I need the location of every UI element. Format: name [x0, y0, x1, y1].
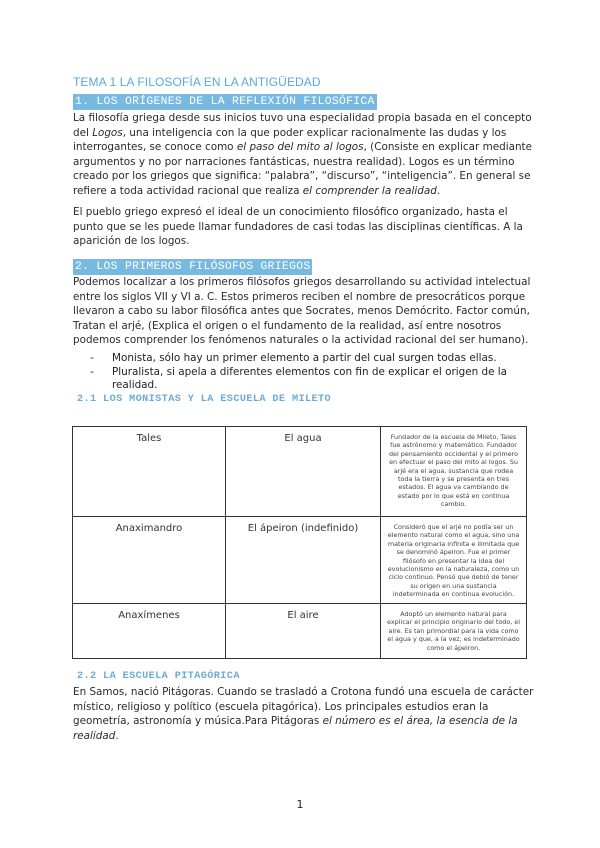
philosopher-arje: El ápeiron (indefinido): [226, 517, 381, 604]
philosopher-name: Tales: [73, 427, 226, 517]
philosopher-arje: El agua: [226, 427, 381, 517]
list-item: - Monista, sólo hay un primer elemento a partir del cual surgen todas ellas.: [90, 352, 535, 366]
philosopher-name: Anaximandro: [73, 517, 226, 604]
monistas-table: [72, 426, 527, 659]
philosopher-arje: El aire: [226, 604, 381, 659]
table-row: [73, 604, 527, 659]
list-item: - Pluralista, si apela a diferentes elementos con fin de explicar el origen de la realidad.: [90, 366, 535, 393]
page-number: 1: [296, 798, 304, 811]
section-2-1-heading: 2.1 LOS MONISTAS Y LA ESCUELA DE MILETO: [77, 394, 332, 405]
document-title: TEMA 1 LA FILOSOFÍA EN LA ANTIGÜEDAD: [73, 75, 321, 89]
section-1-paragraph-1: La filosofía griega desde sus inicios tuvo una especialidad propia basada en el concepto del Logos, una inteligencia con la que poder explicar racionalmente las dudas y los interrogantes, se conoce como el paso del mito al logos, (Consiste en explicar mediante argumentos y no por narraciones fantásticas, nuestra realidad). Logos es un término creado por los griegos que significa: “palabra”, “discurso”, “inteligencia”. En general se refiere a toda actividad racional que realiza el comprender la realidad.: [73, 112, 532, 197]
philosopher-description: Consideró que el arjé no podía ser un elemento natural como el agua, sino una materia originaria infinita e ilimitada que se denominó ápeiron. Fue el primer filósofo en presentar la idea del evolucionismo en la naturaleza, como un ciclo continuo. Pensó que debió de tener su origen en una sustancia indeterminada en continua evolución.: [381, 517, 527, 604]
philosopher-description: Fundador de la escuela de Mileto, Tales fue astrónomo y matemático. Fundador del pensamiento occidental y el primero en efectuar el paso del mito al logos. Su arjé era el agua, sustancia que rodea toda la tierra y se presenta en tres estados. El agua va cambiando de estado por lo que está en continua cambio.: [381, 427, 527, 517]
section-2-paragraph-1: Podemos localizar a los primeros filósofos griegos desarrollando su actividad intelectual entre los siglos VII y VI a. C. Estos primeros reciben el nombre de presocráticos porque llevaron a cabo su labor filosófica antes que Socrates, menos Demócrito. Factor común, Tratan el arjé, (Explica el origen o el fundamento de la realidad, así entre nosotros podemos comprender los fenómenos naturales o la actividad racional del ser humano).: [73, 276, 531, 347]
philosopher-description: Adoptó un elemento natural para explicar el principio originario del todo, el aire. Es tan primordial para la vida como el agua y que, a la vez, es indeterminado como el ápeiron.: [381, 604, 527, 659]
section-2-2-heading: 2.2 LA ESCUELA PITAGÓRICA: [77, 671, 240, 682]
section-2-2-paragraph-1: En Samos, nació Pitágoras. Cuando se trasladó a Crotona fundó una escuela de carácter místico, religioso y político (escuela pitagórica). Los principales estudios eran la geometría, astronomía y música.Para Pitágoras el número es el área, la esencia de la realidad.: [73, 686, 534, 742]
philosopher-name: Anaxímenes: [73, 604, 226, 659]
section-1-heading: 1. LOS ORÍGENES DE LA REFLEXIÓN FILOSÓFICA: [75, 96, 375, 108]
table-row: [73, 517, 527, 604]
arje-types-list: [90, 352, 535, 393]
table-row: [73, 427, 527, 517]
section-2-heading: 2. LOS PRIMEROS FILÓSOFOS GRIEGOS: [75, 261, 311, 273]
section-1-paragraph-2: El pueblo griego expresó el ideal de un conocimiento filosófico organizado, hasta el punto que se les puede llamar fundadores de casi todas las disciplinas científicas. A la aparición de los logos.: [73, 206, 523, 248]
